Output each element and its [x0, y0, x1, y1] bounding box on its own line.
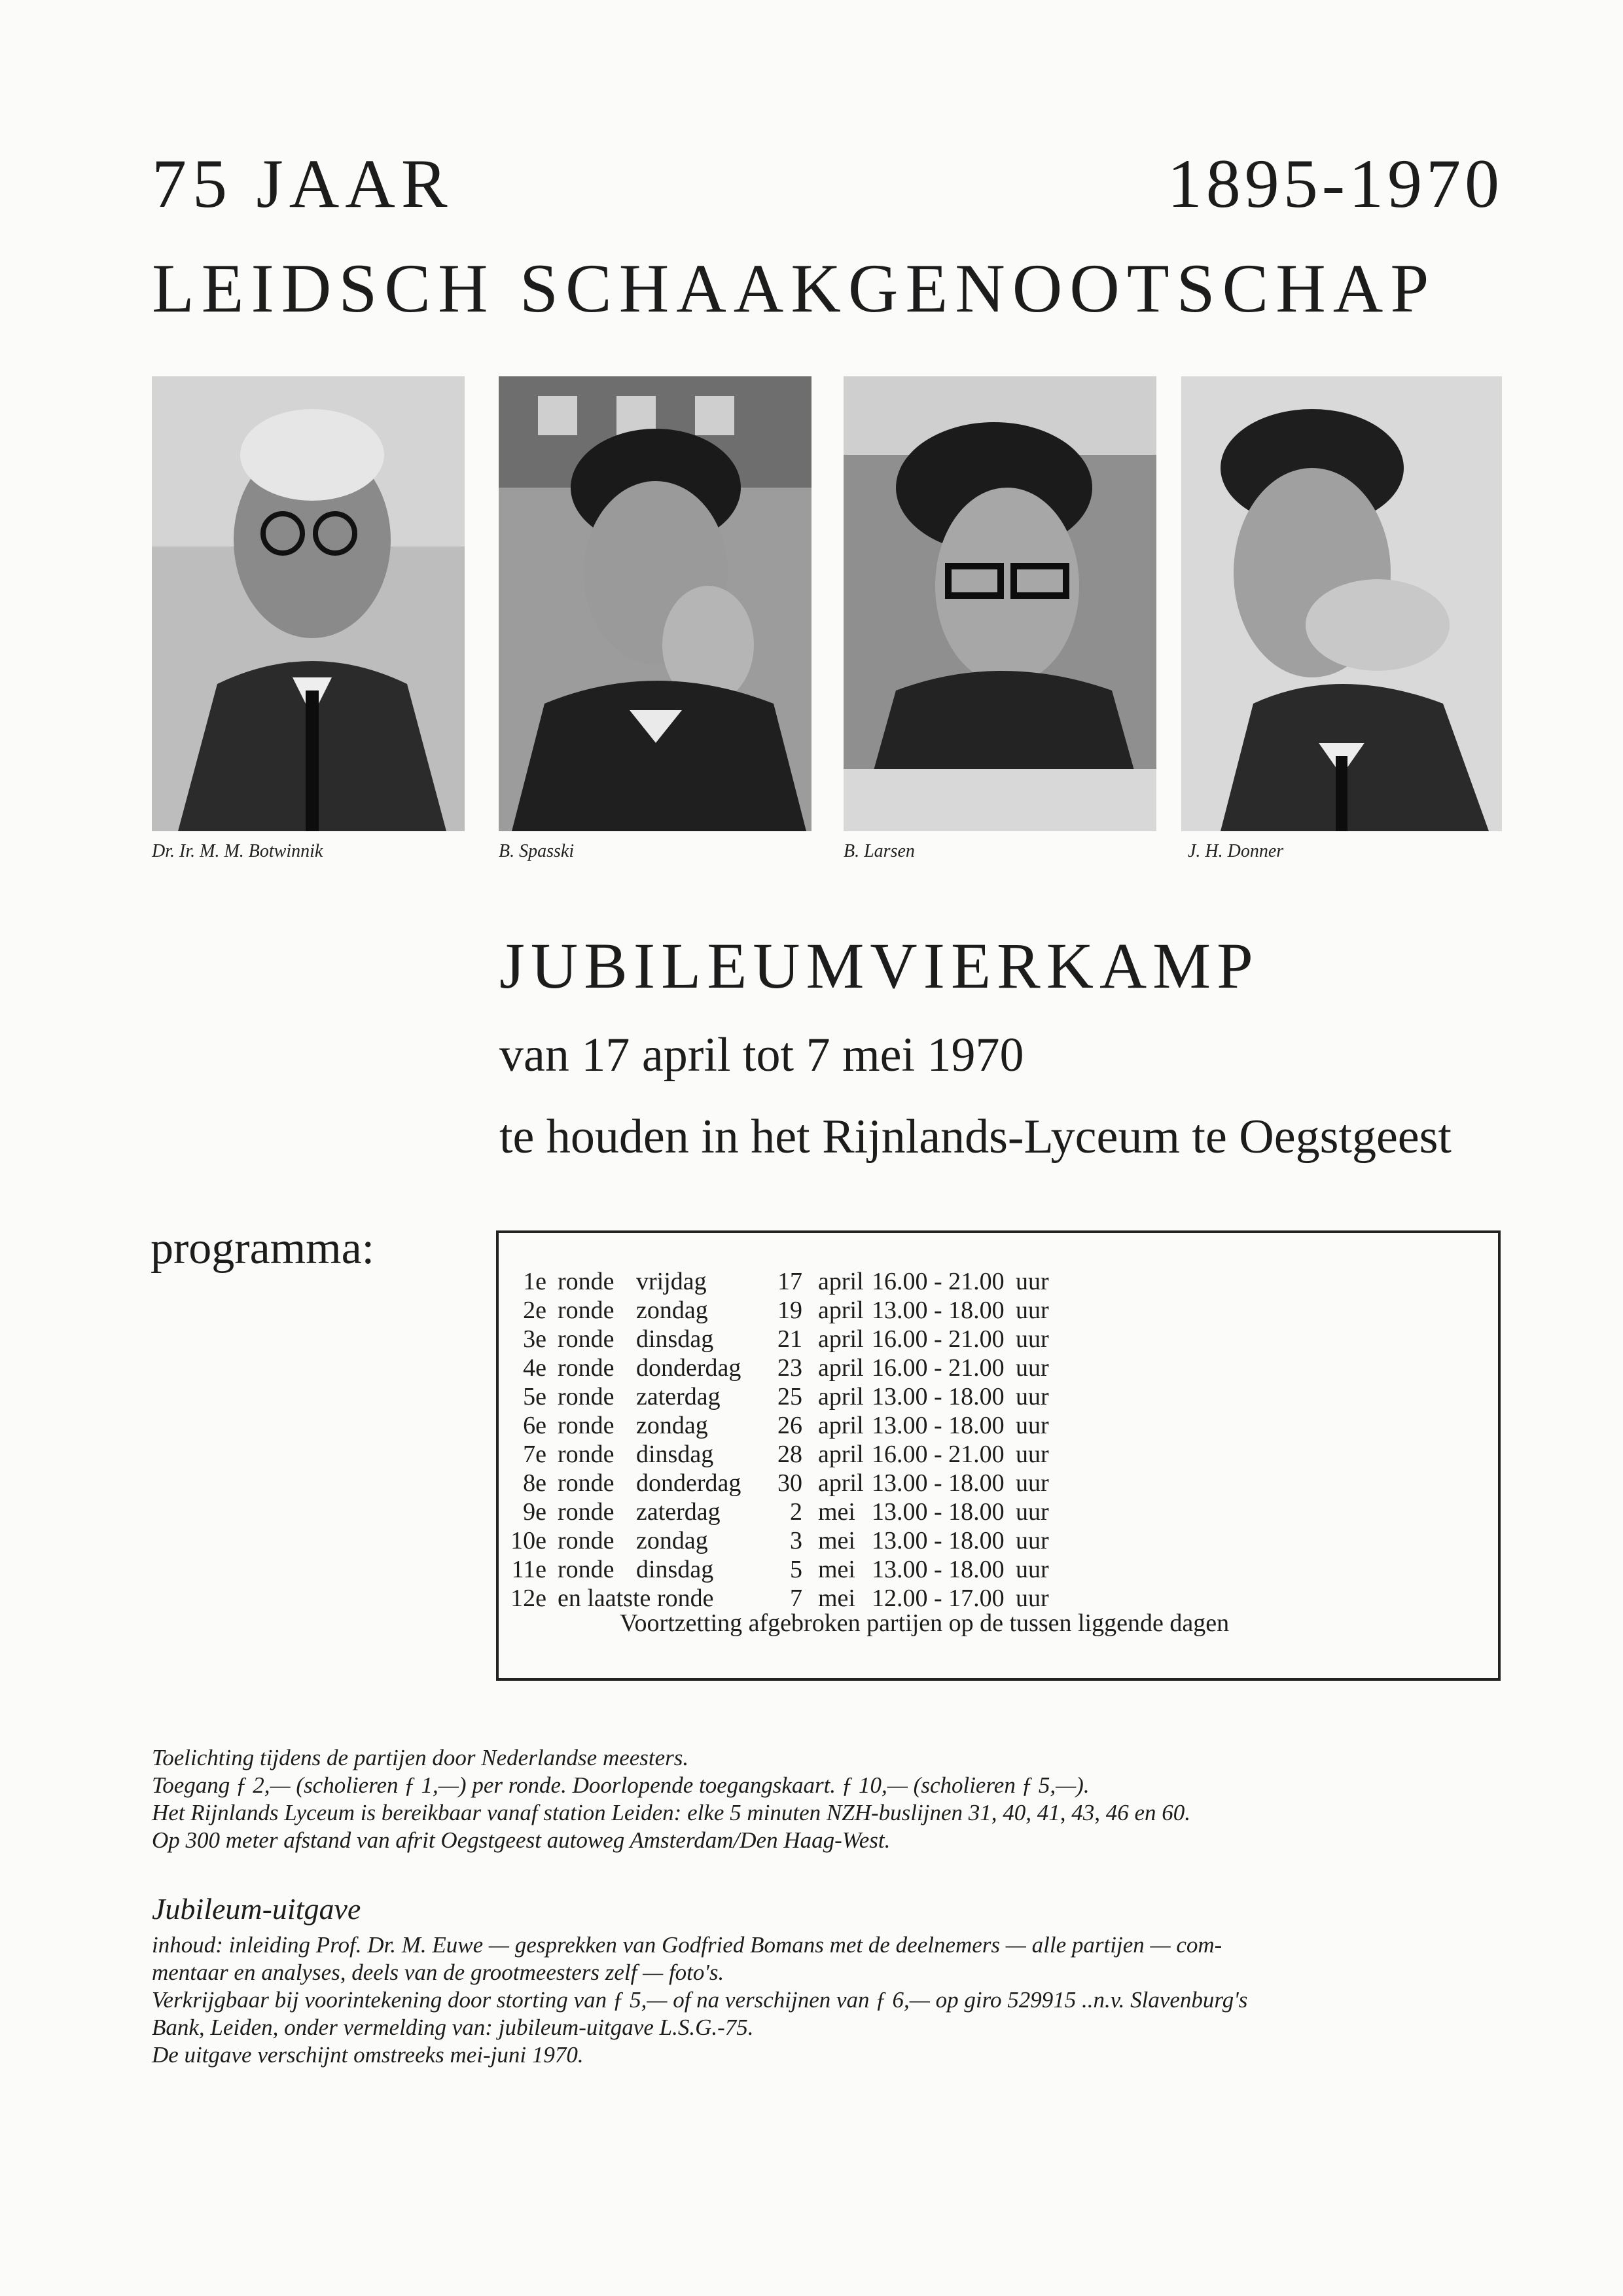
round-month: mei [818, 1527, 855, 1554]
round-number: 7e [523, 1441, 546, 1468]
round-number: 10e [510, 1527, 546, 1554]
publication-line: Verkrijgbaar bij voorintekening door storting van ƒ 5,— of na verschijnen van ƒ 6,— op giro 529915 ..n.v. Slavenburg's [152, 1987, 1248, 2013]
round-time: 13.00 - 18.00 [872, 1412, 1005, 1439]
event-location: te houden in het Rijnlands-Lyceum te Oegstgeest [499, 1110, 1452, 1164]
round-day: dinsdag [636, 1441, 714, 1468]
caption-spasski: B. Spasski [499, 841, 575, 861]
publication-line: De uitgave verschijnt omstreeks mei-juni 1970. [152, 2042, 584, 2068]
round-day: zaterdag [636, 1383, 721, 1410]
round-month: april [818, 1354, 864, 1382]
header-left-title: 75 JAAR [152, 145, 454, 222]
publication-heading: Jubileum-uitgave [152, 1892, 361, 1926]
program-label: programma: [151, 1223, 375, 1274]
round-month: mei [818, 1556, 855, 1583]
round-time: 16.00 - 21.00 [872, 1325, 1005, 1353]
round-uur: uur [1016, 1383, 1049, 1410]
round-day: dinsdag [636, 1556, 714, 1583]
schedule-row [499, 1440, 1498, 1469]
round-time: 16.00 - 21.00 [872, 1268, 1005, 1295]
round-uur: uur [1016, 1268, 1049, 1295]
round-day: zondag [636, 1412, 708, 1439]
round-number: 5e [523, 1383, 546, 1410]
player-photo-botwinnik [152, 376, 465, 831]
round-date: 25 [777, 1383, 802, 1410]
round-time: 13.00 - 18.00 [872, 1527, 1005, 1554]
publication-line: mentaar en analyses, deels van de grootmeesters zelf — foto's. [152, 1960, 724, 1985]
round-date: 5 [790, 1556, 802, 1583]
round-month: april [818, 1268, 864, 1295]
round-number: 6e [523, 1412, 546, 1439]
player-photo-donner [1181, 376, 1502, 831]
round-day: donderdag [636, 1469, 741, 1497]
round-date: 19 [777, 1297, 802, 1324]
round-number: 12e [510, 1585, 546, 1612]
round-time: 16.00 - 21.00 [872, 1441, 1005, 1468]
schedule-row [499, 1555, 1498, 1584]
round-date: 28 [777, 1441, 802, 1468]
round-time: 16.00 - 21.00 [872, 1354, 1005, 1382]
round-uur: uur [1016, 1498, 1049, 1526]
info-line: Het Rijnlands Lyceum is bereikbaar vanaf station Leiden: elke 5 minuten NZH-buslijnen 31, 40, 41, 43, 46 en 60. [152, 1800, 1191, 1825]
round-day: donderdag [636, 1354, 741, 1382]
round-date: 2 [790, 1498, 802, 1526]
round-label: ronde [558, 1297, 615, 1324]
round-number: 2e [523, 1297, 546, 1324]
round-month: mei [818, 1498, 855, 1526]
round-label: ronde [558, 1498, 615, 1526]
round-date: 17 [777, 1268, 802, 1295]
round-label: ronde [558, 1556, 615, 1583]
schedule-row [499, 1498, 1498, 1526]
round-number: 8e [523, 1469, 546, 1497]
round-month: april [818, 1383, 864, 1410]
round-month: april [818, 1297, 864, 1324]
round-month: april [818, 1441, 864, 1468]
player-photo-larsen [844, 376, 1156, 831]
round-label: ronde [558, 1469, 615, 1497]
round-label: en laatste ronde [558, 1585, 714, 1612]
round-time: 13.00 - 18.00 [872, 1498, 1005, 1526]
round-uur: uur [1016, 1412, 1049, 1439]
round-day: zaterdag [636, 1498, 721, 1526]
schedule-row [499, 1411, 1498, 1440]
player-photo-spasski [499, 376, 812, 831]
round-uur: uur [1016, 1297, 1049, 1324]
round-number: 3e [523, 1325, 546, 1353]
round-label: ronde [558, 1527, 615, 1554]
event-title: JUBILEUMVIERKAMP [499, 929, 1259, 1002]
schedule-table [499, 1267, 1498, 1613]
round-uur: uur [1016, 1469, 1049, 1497]
header-right-title: 1895-1970 [1167, 145, 1503, 222]
round-number: 9e [523, 1498, 546, 1526]
round-date: 3 [790, 1527, 802, 1554]
schedule-row [499, 1354, 1498, 1382]
round-date: 21 [777, 1325, 802, 1353]
round-day: zondag [636, 1297, 708, 1324]
round-label: ronde [558, 1325, 615, 1353]
caption-donner: J. H. Donner [1188, 841, 1284, 861]
round-uur: uur [1016, 1441, 1049, 1468]
round-day: zondag [636, 1527, 708, 1554]
publication-line: inhoud: inleiding Prof. Dr. M. Euwe — gesprekken van Godfried Bomans met de deelnemers — alle partijen — com- [152, 1932, 1222, 1958]
round-date: 30 [777, 1469, 802, 1497]
round-uur: uur [1016, 1325, 1049, 1353]
round-date: 7 [790, 1585, 802, 1612]
round-month: april [818, 1325, 864, 1353]
round-label: ronde [558, 1268, 615, 1295]
round-label: ronde [558, 1383, 615, 1410]
round-label: ronde [558, 1441, 615, 1468]
schedule-row [499, 1382, 1498, 1411]
info-line: Op 300 meter afstand van afrit Oegstgeest autoweg Amsterdam/Den Haag-West. [152, 1827, 891, 1853]
publication-line: Bank, Leiden, onder vermelding van: jubileum-uitgave L.S.G.-75. [152, 2015, 754, 2040]
round-time: 12.00 - 17.00 [872, 1585, 1005, 1612]
round-time: 13.00 - 18.00 [872, 1383, 1005, 1410]
round-day: dinsdag [636, 1325, 714, 1353]
schedule-row [499, 1526, 1498, 1555]
schedule-row [499, 1267, 1498, 1296]
schedule-row [499, 1469, 1498, 1498]
round-time: 13.00 - 18.00 [872, 1297, 1005, 1324]
round-uur: uur [1016, 1527, 1049, 1554]
round-uur: uur [1016, 1585, 1049, 1612]
round-month: april [818, 1412, 864, 1439]
round-time: 13.00 - 18.00 [872, 1556, 1005, 1583]
round-number: 1e [523, 1268, 546, 1295]
round-label: ronde [558, 1354, 615, 1382]
round-label: ronde [558, 1412, 615, 1439]
event-dates: van 17 april tot 7 mei 1970 [499, 1028, 1024, 1082]
round-number: 11e [511, 1556, 546, 1583]
round-day: vrijdag [636, 1268, 707, 1295]
round-uur: uur [1016, 1556, 1049, 1583]
info-line: Toelichting tijdens de partijen door Nederlandse meesters. [152, 1745, 689, 1770]
schedule-box [496, 1230, 1501, 1681]
round-number: 4e [523, 1354, 546, 1382]
round-month: april [818, 1469, 864, 1497]
round-date: 23 [777, 1354, 802, 1382]
caption-larsen: B. Larsen [844, 841, 915, 861]
round-uur: uur [1016, 1354, 1049, 1382]
caption-botwinnik: Dr. Ir. M. M. Botwinnik [152, 841, 323, 861]
round-month: mei [818, 1585, 855, 1612]
round-time: 13.00 - 18.00 [872, 1469, 1005, 1497]
schedule-row [499, 1296, 1498, 1325]
info-line: Toegang ƒ 2,— (scholieren ƒ 1,—) per ronde. Doorlopende toegangskaart. ƒ 10,— (scholieren ƒ 5,—). [152, 1772, 1090, 1798]
round-date: 26 [777, 1412, 802, 1439]
schedule-row [499, 1325, 1498, 1354]
club-name: LEIDSCH SCHAAKGENOOTSCHAP [152, 250, 1436, 327]
schedule-note: Voortzetting afgebroken partijen op de tussen liggende dagen [620, 1609, 1230, 1637]
